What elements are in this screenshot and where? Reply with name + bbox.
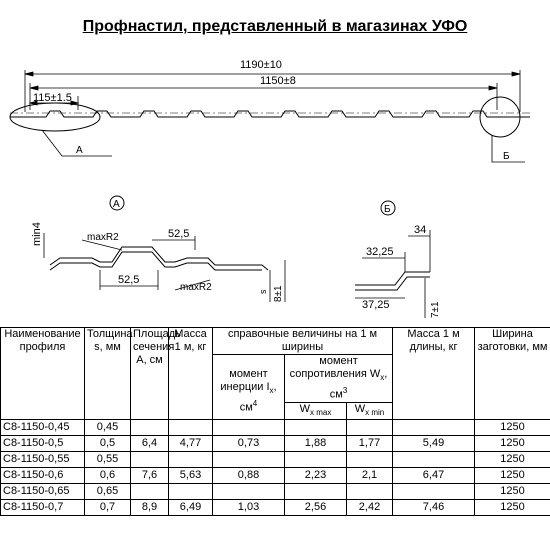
detail-a-dim-s: s bbox=[258, 289, 268, 294]
detail-a-min: min4 bbox=[31, 222, 43, 246]
table-cell-w: 1250 bbox=[475, 484, 550, 500]
table-cell-i bbox=[213, 484, 285, 500]
table-cell-m bbox=[169, 420, 213, 436]
profile-section bbox=[10, 111, 530, 117]
table-cell-w: 1250 bbox=[475, 500, 550, 516]
detail-b-dim-34: 34 bbox=[414, 224, 427, 236]
table-row bbox=[1, 500, 550, 516]
table-cell-m: 6,49 bbox=[169, 500, 213, 516]
header-thickness: Толщина s, мм bbox=[85, 328, 131, 420]
detail-b-dim-3725: 37,25 bbox=[362, 299, 390, 311]
table-cell-s: 0,45 bbox=[85, 420, 131, 436]
detail-a-dim-top: 52,5 bbox=[168, 228, 190, 240]
table-cell-ml bbox=[393, 420, 475, 436]
table-cell-s: 0,5 bbox=[85, 436, 131, 452]
table-cell-a: 8,9 bbox=[131, 500, 169, 516]
table-cell-a bbox=[131, 452, 169, 468]
header-ref: справочные величины на 1 м ширины bbox=[213, 328, 393, 355]
header-area: Площадь сечения А, см bbox=[131, 328, 169, 420]
table-cell-m bbox=[169, 484, 213, 500]
table-cell-wmin: 2,1 bbox=[347, 468, 393, 484]
table-cell-ml: 7,46 bbox=[393, 500, 475, 516]
header-mass: Масса 1 м, кг bbox=[169, 328, 213, 420]
table-cell-i: 0,73 bbox=[213, 436, 285, 452]
table-cell-name: С8-1150-0,55 bbox=[1, 452, 85, 468]
table-cell-wmax: 2,56 bbox=[285, 500, 347, 516]
table-cell-wmin bbox=[347, 452, 393, 468]
header-mass-len: Масса 1 м длины, кг bbox=[393, 328, 475, 420]
table-cell-wmax: 2,23 bbox=[285, 468, 347, 484]
table-cell-ml: 5,49 bbox=[393, 436, 475, 452]
table-cell-w: 1250 bbox=[475, 420, 550, 436]
table-cell-w: 1250 bbox=[475, 436, 550, 452]
header-resistance: момент сопротивления $W_x$, $см^3$ bbox=[285, 355, 393, 403]
callout-b-label: Б bbox=[503, 151, 510, 162]
table-cell-a: 7,6 bbox=[131, 468, 169, 484]
page-title: Профнастил, представленный в магазинах УФО bbox=[82, 18, 468, 35]
table-cell-i: 0,88 bbox=[213, 468, 285, 484]
spec-table bbox=[0, 327, 550, 516]
table-cell-wmin bbox=[347, 420, 393, 436]
header-inertia: момент инерции $I_x$, $см^4$ bbox=[213, 355, 285, 420]
table-cell-a bbox=[131, 420, 169, 436]
detail-a-profile bbox=[50, 247, 268, 270]
detail-b-dim-3225: 32,25 bbox=[366, 246, 394, 258]
detail-a-dim-bottom: 52,5 bbox=[118, 274, 140, 286]
detail-a-maxr-bottom: maxR2 bbox=[180, 282, 212, 293]
table-header-row bbox=[1, 328, 550, 355]
table-cell-w: 1250 bbox=[475, 452, 550, 468]
table-row bbox=[1, 452, 550, 468]
table-cell-wmax bbox=[285, 452, 347, 468]
detail-a-label: А bbox=[113, 199, 120, 210]
detail-b-dim-7: 7±1 bbox=[430, 301, 441, 318]
dim-total-label: 1190±10 bbox=[240, 59, 282, 71]
table-cell-name: С8-1150-0,45 bbox=[1, 420, 85, 436]
detail-b-profile bbox=[355, 272, 430, 290]
table-cell-wmin: 1,77 bbox=[347, 436, 393, 452]
dim-pitch-label: 115±1.5 bbox=[33, 92, 72, 104]
table-cell-s: 0,6 bbox=[85, 468, 131, 484]
table-cell-m: 4,77 bbox=[169, 436, 213, 452]
table-row bbox=[1, 484, 550, 500]
detail-a-maxr-top: maxR2 bbox=[87, 232, 119, 243]
header-wmin: $W_{x min}$ bbox=[347, 402, 393, 419]
detail-a-dim-h: 8±1 bbox=[273, 285, 284, 302]
table-cell-s: 0,7 bbox=[85, 500, 131, 516]
callout-a-label: А bbox=[76, 145, 83, 156]
table-cell-a: 6,4 bbox=[131, 436, 169, 452]
table-cell-wmin bbox=[347, 484, 393, 500]
header-width: Ширина заготовки, мм bbox=[475, 328, 550, 420]
table-cell-s: 0,55 bbox=[85, 452, 131, 468]
header-wmax: $W_{x max}$ bbox=[285, 402, 347, 419]
table-row bbox=[1, 436, 550, 452]
table-cell-s: 0,65 bbox=[85, 484, 131, 500]
table-cell-name: С8-1150-0,7 bbox=[1, 500, 85, 516]
table-cell-name: С8-1150-0,5 bbox=[1, 436, 85, 452]
table-cell-i bbox=[213, 420, 285, 436]
table-cell-ml bbox=[393, 452, 475, 468]
table-cell-m: 5,63 bbox=[169, 468, 213, 484]
table-row bbox=[1, 420, 550, 436]
table-cell-m bbox=[169, 452, 213, 468]
header-name: Наименование профиля bbox=[1, 328, 85, 420]
table-cell-name: С8-1150-0,6 bbox=[1, 468, 85, 484]
table-cell-i bbox=[213, 452, 285, 468]
table-cell-name: С8-1150-0,65 bbox=[1, 484, 85, 500]
table-cell-wmax bbox=[285, 420, 347, 436]
dim-useful-label: 1150±8 bbox=[260, 75, 296, 87]
dim-useful bbox=[30, 83, 497, 110]
table-cell-i: 1,03 bbox=[213, 500, 285, 516]
table-cell-w: 1250 bbox=[475, 468, 550, 484]
table-cell-ml bbox=[393, 484, 475, 500]
table-cell-a bbox=[131, 484, 169, 500]
table-cell-wmax: 1,88 bbox=[285, 436, 347, 452]
table-row bbox=[1, 468, 550, 484]
table-cell-wmax bbox=[285, 484, 347, 500]
table-cell-wmin: 2,42 bbox=[347, 500, 393, 516]
detail-a-dims bbox=[44, 233, 285, 302]
table-cell-ml: 6,47 bbox=[393, 468, 475, 484]
detail-b-label: Б bbox=[384, 204, 391, 215]
